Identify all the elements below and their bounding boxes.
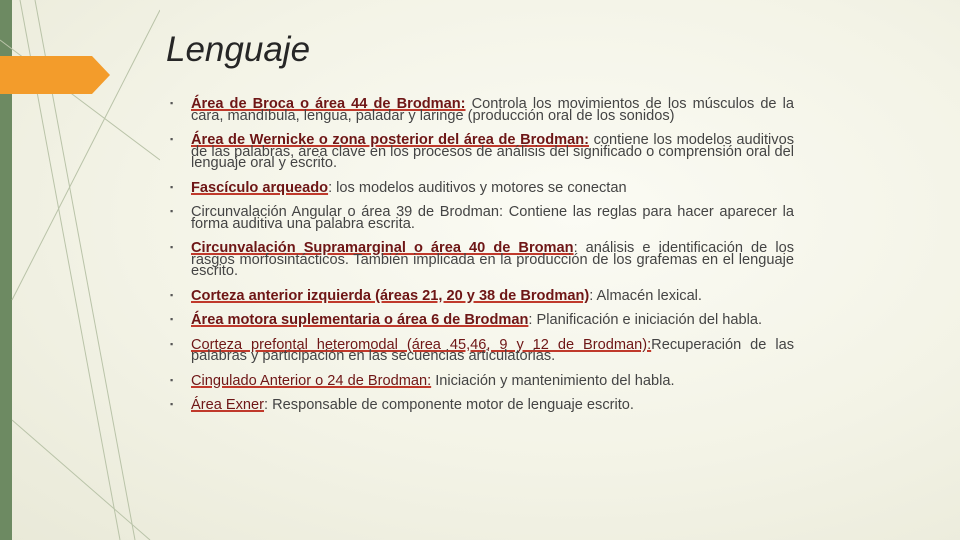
item-text: Controla los movimientos de los músculos de la cara, mandíbula, lengua, paladar y laringe (producción oral de los sonidos) — [191, 96, 794, 124]
item-text: Recuperación de las palabras y participación en las secuencias articulatorias. — [191, 336, 794, 364]
item-heading: Fascículo arqueado — [191, 179, 329, 196]
item-heading: Circunvalación Supramarginal o área 40 de Broman — [191, 240, 574, 256]
square-bullet-icon: ▪ — [170, 98, 174, 108]
square-bullet-icon: ▪ — [170, 181, 174, 192]
list-item — [170, 132, 795, 171]
square-bullet-icon: ▪ — [170, 314, 174, 324]
square-bullet-icon: ▪ — [170, 399, 174, 409]
square-bullet-icon: ▪ — [170, 242, 174, 252]
square-bullet-icon: ▪ — [170, 374, 174, 385]
item-heading: Cingulado Anterior o 24 de Brodman: — [191, 372, 432, 389]
list-item — [170, 287, 794, 304]
item-text: : análisis e identificación de los rasgos morfosintácticos. También implicada en la producción de los grafemas en el lenguaje escrito. — [191, 240, 794, 279]
list-item — [170, 240, 794, 279]
item-text: : Almacén lexical. — [589, 287, 702, 304]
square-bullet-icon: ▪ — [170, 206, 174, 216]
slide-title: Lenguaje — [166, 30, 311, 69]
item-heading: Corteza prefontal heteromodal (área 45,46, 9 y 12 de Brodman): — [191, 336, 652, 353]
list-item — [170, 397, 794, 413]
square-bullet-icon: ▪ — [170, 338, 174, 349]
orange-title-tab — [0, 56, 110, 94]
list-item — [170, 96, 794, 124]
square-bullet-icon: ▪ — [170, 289, 174, 300]
item-text: : Responsable de componente motor de lenguaje escrito. — [264, 397, 634, 413]
item-heading: Área motora suplementaria o área 6 de Brodman — [191, 312, 529, 328]
content-list — [170, 96, 795, 425]
list-item — [170, 336, 794, 364]
list-item — [170, 312, 794, 328]
item-text: contiene los modelos auditivos de las palabras, área clave en los procesos de análisis del significado o comprensión oral del lenguaje oral y escrito. — [191, 132, 795, 171]
list-item — [170, 204, 794, 232]
item-text: Iniciación y mantenimiento del habla. — [431, 372, 675, 389]
square-bullet-icon: ▪ — [170, 134, 174, 144]
item-text: Circunvalación Angular o área 39 de Brodman: Contiene las reglas para hacer aparecer la forma auditiva una palabra escrita. — [191, 204, 794, 232]
list-item — [170, 179, 794, 196]
item-heading: Área Exner — [191, 397, 265, 413]
item-heading: Área de Broca o área 44 de Brodman: — [191, 96, 466, 112]
item-text: : los modelos auditivos y motores se conectan — [328, 179, 627, 196]
item-heading: Corteza anterior izquierda (áreas 21, 20 y 38 de Brodman) — [191, 287, 590, 304]
item-text: : Planificación e iniciación del habla. — [528, 312, 763, 328]
list-item — [170, 372, 794, 389]
item-heading: Área de Wernicke o zona posterior del área de Brodman: — [191, 132, 589, 148]
